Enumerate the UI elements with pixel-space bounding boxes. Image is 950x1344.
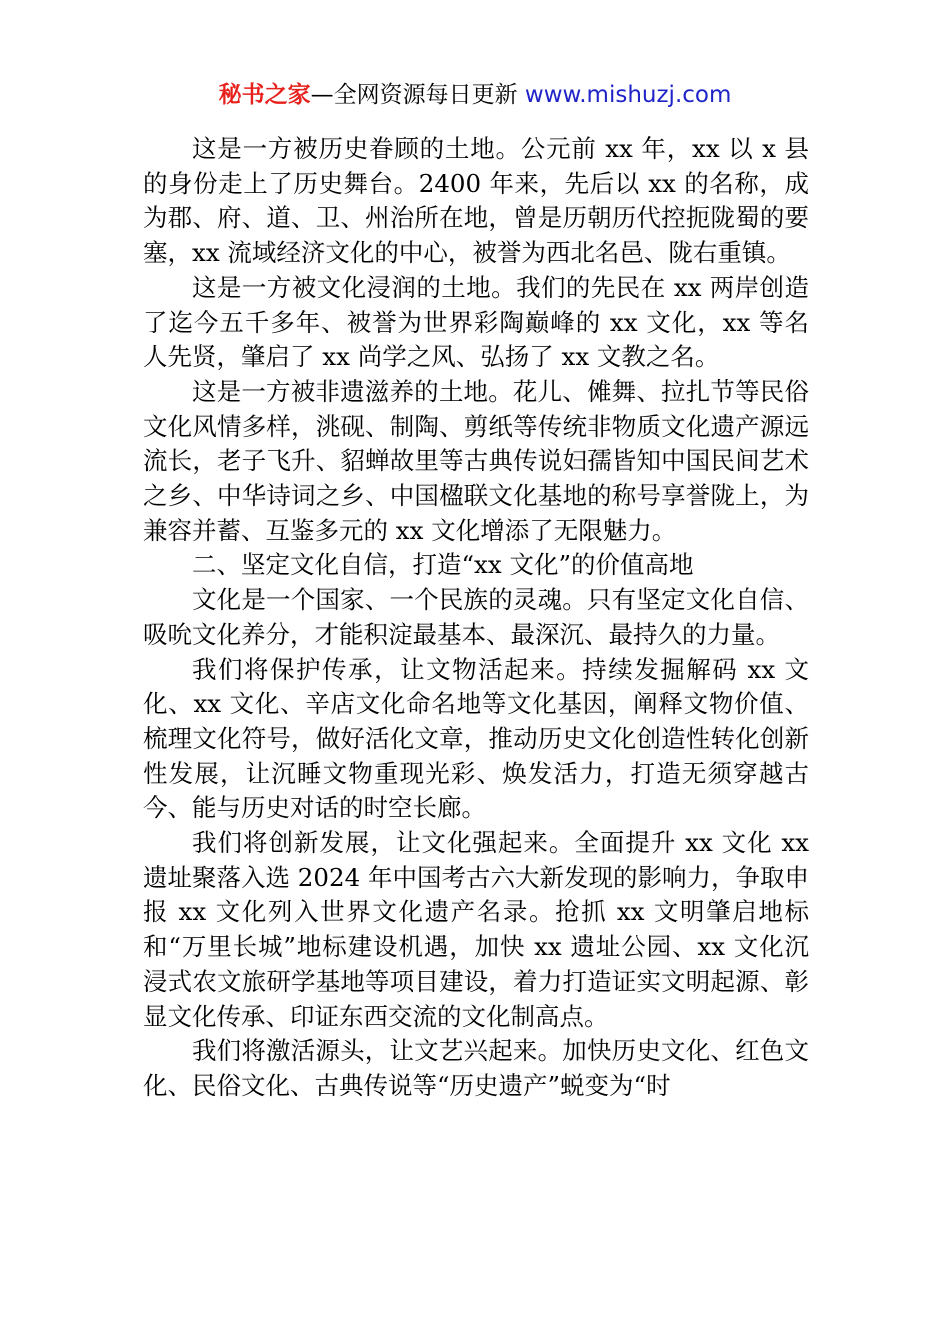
paragraph-confidence: 文化是一个国家、一个民族的灵魂。只有坚定文化自信、吸吮文化养分，才能积淀最基本、最深沉、最持久的力量。 — [143, 585, 809, 649]
header-tagline: 全网资源每日更新 — [333, 82, 525, 108]
paragraph-innovation: 我们将创新发展，让文化强起来。全面提升 xx 文化 xx 遗址聚落入选 2024 年中国考古六大新发现的影响力，争取申报 xx 文化列入世界文化遗产名录。抢抓 xx 文明肇启地标和“万里长城”地标建设机遇，加快 xx 遗址公园、xx 文化沉浸式农文旅研学基地等项目建设，着力打造证实文明起源、彰显文化传承、印证东西交流的文化制高点。 — [143, 828, 809, 1031]
paragraph-protection: 我们将保护传承，让文物活起来。持续发掘解码 xx 文化、xx 文化、辛店文化命名地等文化基因，阐释文物价值、梳理文化符号，做好活化文章，推动历史文化创造性转化创新性发展，让沉睡文物重现光彩、焕发活力，打造无须穿越古今、能与历史对话的时空长廊。 — [143, 654, 809, 823]
header-dash: — — [310, 82, 334, 108]
paragraph-activation: 我们将激活源头，让文艺兴起来。加快历史文化、红色文化、民俗文化、古典传说等“历史遗产”蜕变为“时 — [143, 1036, 809, 1100]
document-body — [143, 132, 809, 1104]
paragraph-heritage: 这是一方被非遗滋养的土地。花儿、傩舞、拉扎节等民俗文化风情多样，洮砚、制陶、剪纸等传统非物质文化遗产源远流长，老子飞升、貂蝉故里等古典传说妇孺皆知中国民间艺术之乡、中华诗词之乡、中国楹联文化基地的称号享誉陇上，为兼容并蓄、互鉴多元的 xx 文化增添了无限魅力。 — [143, 376, 809, 545]
section-heading: 二、坚定文化自信，打造“xx 文化”的价值高地 — [192, 550, 694, 580]
paragraph-history: 这是一方被历史眷顾的土地。公元前 xx 年，xx 以 x 县的身份走上了历史舞台。2400 年来，先后以 xx 的名称，成为郡、府、道、卫、州治所在地，曾是历朝历代控扼陇蜀的要塞，xx 流域经济文化的中心，被誉为西北名邑、陇右重镇。 — [143, 134, 809, 268]
paragraph-culture: 这是一方被文化浸润的土地。我们的先民在 xx 两岸创造了迄今五千多年、被誉为世界彩陶巅峰的 xx 文化，xx 等名人先贤，肇启了 xx 尚学之风、弘扬了 xx 文教之名。 — [143, 272, 809, 372]
page-header — [0, 80, 950, 110]
website-url: www.mishuzj.com — [524, 82, 732, 108]
brand-name: 秘书之家 — [218, 82, 311, 108]
